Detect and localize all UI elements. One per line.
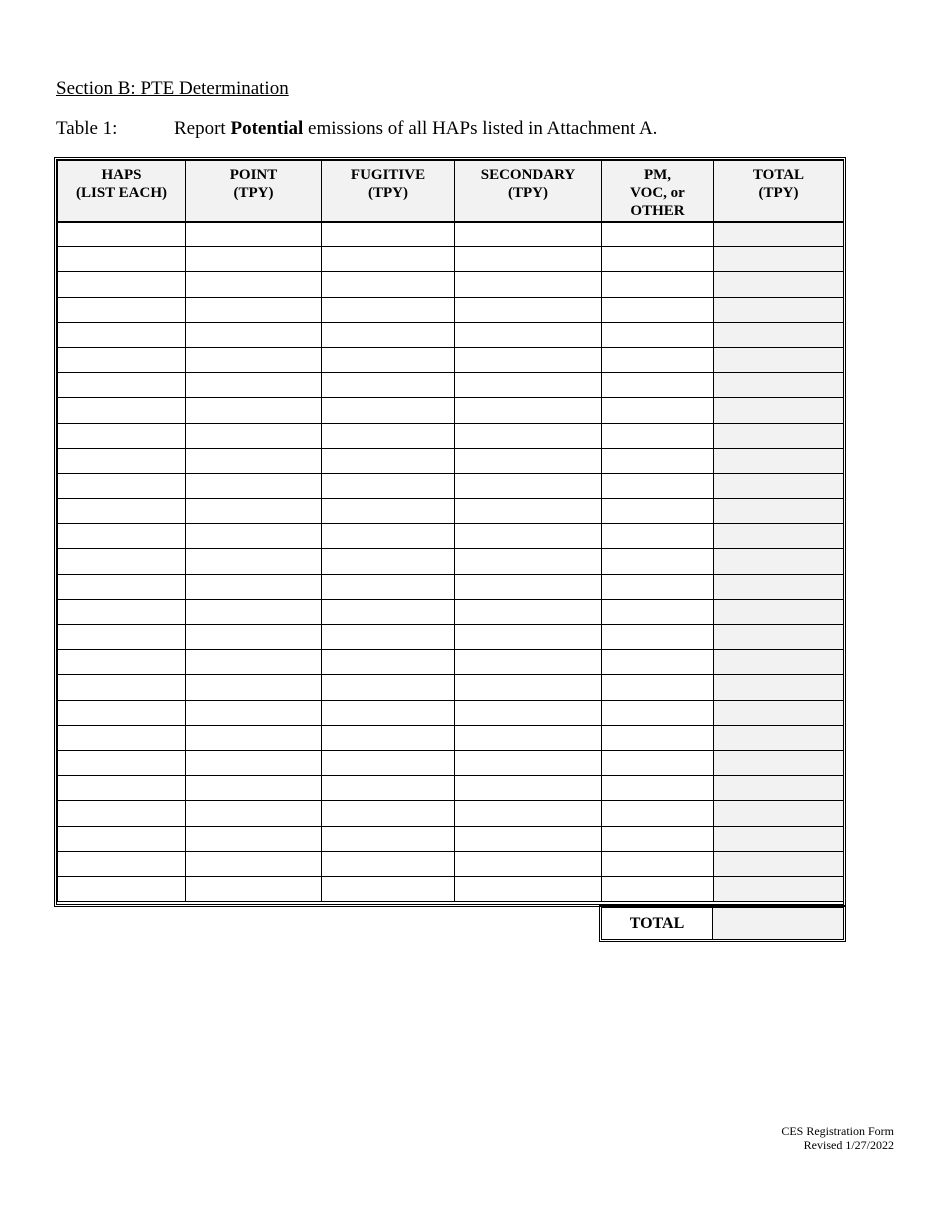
cell-total[interactable] xyxy=(714,599,844,624)
cell-pollutant-type[interactable] xyxy=(602,272,714,297)
cell-total[interactable] xyxy=(714,448,844,473)
table-row xyxy=(58,297,844,322)
cell-fugitive[interactable] xyxy=(322,851,455,876)
cell-total[interactable] xyxy=(714,373,844,398)
cell-fugitive[interactable] xyxy=(322,524,455,549)
cell-point[interactable] xyxy=(186,423,322,448)
table-row xyxy=(58,776,844,801)
cell-pollutant-type[interactable] xyxy=(602,524,714,549)
table-row xyxy=(58,322,844,347)
cell-pollutant-type[interactable] xyxy=(602,247,714,272)
table-row xyxy=(58,398,844,423)
cell-total[interactable] xyxy=(714,851,844,876)
column-header-total: TOTAL (TPY) xyxy=(714,161,844,222)
cell-secondary[interactable] xyxy=(455,700,602,725)
cell-pollutant-type[interactable] xyxy=(602,473,714,498)
column-header-point: POINT (TPY) xyxy=(186,161,322,222)
cell-fugitive[interactable] xyxy=(322,750,455,775)
cell-pollutant-type[interactable] xyxy=(602,826,714,851)
cell-haps[interactable] xyxy=(58,801,186,826)
cell-pollutant-type[interactable] xyxy=(602,373,714,398)
cell-fugitive[interactable] xyxy=(322,272,455,297)
cell-point[interactable] xyxy=(186,398,322,423)
cell-secondary[interactable] xyxy=(455,322,602,347)
cell-secondary[interactable] xyxy=(455,851,602,876)
cell-total[interactable] xyxy=(714,524,844,549)
cell-point[interactable] xyxy=(186,876,322,901)
cell-secondary[interactable] xyxy=(455,524,602,549)
hap-emissions-table xyxy=(57,160,844,902)
cell-haps[interactable] xyxy=(58,650,186,675)
cell-pollutant-type[interactable] xyxy=(602,322,714,347)
cell-point[interactable] xyxy=(186,675,322,700)
table-row xyxy=(58,574,844,599)
cell-haps[interactable] xyxy=(58,524,186,549)
cell-secondary[interactable] xyxy=(455,599,602,624)
cell-secondary[interactable] xyxy=(455,625,602,650)
table-caption-text-before: Report xyxy=(174,118,231,139)
cell-haps[interactable] xyxy=(58,272,186,297)
cell-point[interactable] xyxy=(186,473,322,498)
cell-pollutant-type[interactable] xyxy=(602,549,714,574)
cell-haps[interactable] xyxy=(58,625,186,650)
cell-secondary[interactable] xyxy=(455,499,602,524)
cell-haps[interactable] xyxy=(58,851,186,876)
table-caption-text-after: emissions of all HAPs listed in Attachment A. xyxy=(303,118,658,139)
cell-point[interactable] xyxy=(186,826,322,851)
cell-haps[interactable] xyxy=(58,423,186,448)
cell-total[interactable] xyxy=(714,675,844,700)
cell-secondary[interactable] xyxy=(455,473,602,498)
cell-fugitive[interactable] xyxy=(322,574,455,599)
table-row xyxy=(58,750,844,775)
table-caption xyxy=(56,118,657,140)
cell-pollutant-type[interactable] xyxy=(602,876,714,901)
cell-fugitive[interactable] xyxy=(322,398,455,423)
table-row xyxy=(58,700,844,725)
cell-total[interactable] xyxy=(714,700,844,725)
cell-total[interactable] xyxy=(714,222,844,247)
cell-point[interactable] xyxy=(186,851,322,876)
cell-total[interactable] xyxy=(714,423,844,448)
cell-haps[interactable] xyxy=(58,347,186,372)
cell-fugitive[interactable] xyxy=(322,599,455,624)
cell-fugitive[interactable] xyxy=(322,222,455,247)
cell-fugitive[interactable] xyxy=(322,549,455,574)
cell-total[interactable] xyxy=(714,826,844,851)
cell-pollutant-type[interactable] xyxy=(602,222,714,247)
cell-haps[interactable] xyxy=(58,222,186,247)
cell-point[interactable] xyxy=(186,347,322,372)
cell-haps[interactable] xyxy=(58,700,186,725)
cell-total[interactable] xyxy=(714,801,844,826)
column-header-fugitive: FUGITIVE (TPY) xyxy=(322,161,455,222)
table-row xyxy=(58,524,844,549)
cell-pollutant-type[interactable] xyxy=(602,448,714,473)
cell-fugitive[interactable] xyxy=(322,473,455,498)
cell-pollutant-type[interactable] xyxy=(602,650,714,675)
table-row xyxy=(58,801,844,826)
cell-fugitive[interactable] xyxy=(322,801,455,826)
column-header-pollutant-type: PM, VOC, or OTHER xyxy=(602,161,714,222)
table-row xyxy=(58,599,844,624)
column-header-haps: HAPS (LIST EACH) xyxy=(58,161,186,222)
cell-fugitive[interactable] xyxy=(322,247,455,272)
cell-point[interactable] xyxy=(186,297,322,322)
cell-point[interactable] xyxy=(186,725,322,750)
cell-fugitive[interactable] xyxy=(322,675,455,700)
cell-point[interactable] xyxy=(186,549,322,574)
cell-haps[interactable] xyxy=(58,499,186,524)
cell-pollutant-type[interactable] xyxy=(602,599,714,624)
cell-fugitive[interactable] xyxy=(322,650,455,675)
cell-secondary[interactable] xyxy=(455,549,602,574)
cell-total[interactable] xyxy=(714,750,844,775)
cell-haps[interactable] xyxy=(58,599,186,624)
footer-form-name: CES Registration Form xyxy=(781,1124,894,1138)
cell-pollutant-type[interactable] xyxy=(602,776,714,801)
cell-haps[interactable] xyxy=(58,448,186,473)
cell-total[interactable] xyxy=(714,322,844,347)
table-caption-label: Table 1: xyxy=(56,118,118,139)
cell-pollutant-type[interactable] xyxy=(602,675,714,700)
cell-point[interactable] xyxy=(186,574,322,599)
table-row xyxy=(58,423,844,448)
cell-haps[interactable] xyxy=(58,473,186,498)
cell-total[interactable] xyxy=(714,272,844,297)
cell-pollutant-type[interactable] xyxy=(602,851,714,876)
cell-secondary[interactable] xyxy=(455,272,602,297)
cell-point[interactable] xyxy=(186,272,322,297)
cell-secondary[interactable] xyxy=(455,776,602,801)
table-row xyxy=(58,247,844,272)
cell-total[interactable] xyxy=(714,876,844,901)
cell-haps[interactable] xyxy=(58,373,186,398)
cell-haps[interactable] xyxy=(58,297,186,322)
cell-pollutant-type[interactable] xyxy=(602,499,714,524)
table-row xyxy=(58,473,844,498)
cell-haps[interactable] xyxy=(58,247,186,272)
cell-pollutant-type[interactable] xyxy=(602,347,714,372)
cell-secondary[interactable] xyxy=(455,876,602,901)
cell-pollutant-type[interactable] xyxy=(602,625,714,650)
total-label: TOTAL xyxy=(602,908,713,939)
cell-point[interactable] xyxy=(186,373,322,398)
cell-total[interactable] xyxy=(714,650,844,675)
cell-secondary[interactable] xyxy=(455,423,602,448)
cell-haps[interactable] xyxy=(58,574,186,599)
cell-haps[interactable] xyxy=(58,776,186,801)
cell-total[interactable] xyxy=(714,499,844,524)
cell-secondary[interactable] xyxy=(455,826,602,851)
cell-secondary[interactable] xyxy=(455,675,602,700)
cell-point[interactable] xyxy=(186,700,322,725)
cell-fugitive[interactable] xyxy=(322,499,455,524)
cell-fugitive[interactable] xyxy=(322,448,455,473)
cell-pollutant-type[interactable] xyxy=(602,398,714,423)
cell-haps[interactable] xyxy=(58,826,186,851)
cell-point[interactable] xyxy=(186,599,322,624)
cell-secondary[interactable] xyxy=(455,650,602,675)
table-row xyxy=(58,222,844,247)
cell-point[interactable] xyxy=(186,650,322,675)
cell-pollutant-type[interactable] xyxy=(602,801,714,826)
cell-pollutant-type[interactable] xyxy=(602,750,714,775)
cell-pollutant-type[interactable] xyxy=(602,297,714,322)
cell-total[interactable] xyxy=(714,347,844,372)
cell-haps[interactable] xyxy=(58,876,186,901)
cell-fugitive[interactable] xyxy=(322,776,455,801)
cell-haps[interactable] xyxy=(58,322,186,347)
table-row xyxy=(58,826,844,851)
cell-haps[interactable] xyxy=(58,549,186,574)
cell-fugitive[interactable] xyxy=(322,423,455,448)
cell-secondary[interactable] xyxy=(455,347,602,372)
table-body xyxy=(58,222,844,902)
cell-point[interactable] xyxy=(186,222,322,247)
table-row xyxy=(58,876,844,901)
cell-pollutant-type[interactable] xyxy=(602,574,714,599)
cell-fugitive[interactable] xyxy=(322,347,455,372)
cell-point[interactable] xyxy=(186,801,322,826)
cell-fugitive[interactable] xyxy=(322,876,455,901)
cell-total[interactable] xyxy=(714,725,844,750)
cell-point[interactable] xyxy=(186,247,322,272)
cell-fugitive[interactable] xyxy=(322,625,455,650)
cell-point[interactable] xyxy=(186,524,322,549)
cell-point[interactable] xyxy=(186,750,322,775)
cell-point[interactable] xyxy=(186,625,322,650)
cell-point[interactable] xyxy=(186,499,322,524)
table-caption-emphasis: Potential xyxy=(230,118,304,139)
cell-haps[interactable] xyxy=(58,398,186,423)
footer-revision-date: Revised 1/27/2022 xyxy=(803,1138,894,1152)
cell-secondary[interactable] xyxy=(455,398,602,423)
cell-secondary[interactable] xyxy=(455,222,602,247)
table-row xyxy=(58,347,844,372)
cell-total[interactable] xyxy=(714,549,844,574)
table-row xyxy=(58,625,844,650)
cell-fugitive[interactable] xyxy=(322,700,455,725)
cell-secondary[interactable] xyxy=(455,801,602,826)
cell-haps[interactable] xyxy=(58,750,186,775)
section-title: Section B: PTE Determination xyxy=(56,78,289,99)
cell-secondary[interactable] xyxy=(455,574,602,599)
table-header-row xyxy=(58,161,844,222)
table-row xyxy=(58,650,844,675)
cell-total[interactable] xyxy=(714,473,844,498)
cell-fugitive[interactable] xyxy=(322,297,455,322)
table-row xyxy=(58,373,844,398)
table-row xyxy=(58,725,844,750)
cell-haps[interactable] xyxy=(58,725,186,750)
cell-secondary[interactable] xyxy=(455,297,602,322)
cell-total[interactable] xyxy=(714,247,844,272)
cell-secondary[interactable] xyxy=(455,373,602,398)
cell-fugitive[interactable] xyxy=(322,725,455,750)
cell-total[interactable] xyxy=(714,297,844,322)
cell-total[interactable] xyxy=(714,398,844,423)
cell-secondary[interactable] xyxy=(455,247,602,272)
cell-total[interactable] xyxy=(714,625,844,650)
total-row xyxy=(599,905,846,942)
table-row xyxy=(58,272,844,297)
cell-total[interactable] xyxy=(714,776,844,801)
footer xyxy=(781,1124,894,1152)
cell-pollutant-type[interactable] xyxy=(602,725,714,750)
cell-total[interactable] xyxy=(714,574,844,599)
cell-secondary[interactable] xyxy=(455,448,602,473)
column-header-secondary: SECONDARY (TPY) xyxy=(455,161,602,222)
cell-pollutant-type[interactable] xyxy=(602,423,714,448)
cell-pollutant-type[interactable] xyxy=(602,700,714,725)
cell-haps[interactable] xyxy=(58,675,186,700)
table-row xyxy=(58,499,844,524)
total-value-field[interactable] xyxy=(713,908,843,939)
cell-point[interactable] xyxy=(186,322,322,347)
table-row xyxy=(58,851,844,876)
cell-point[interactable] xyxy=(186,776,322,801)
cell-fugitive[interactable] xyxy=(322,373,455,398)
table-row xyxy=(58,675,844,700)
table-row xyxy=(58,549,844,574)
cell-secondary[interactable] xyxy=(455,725,602,750)
cell-secondary[interactable] xyxy=(455,750,602,775)
cell-fugitive[interactable] xyxy=(322,322,455,347)
cell-fugitive[interactable] xyxy=(322,826,455,851)
table-row xyxy=(58,448,844,473)
cell-point[interactable] xyxy=(186,448,322,473)
